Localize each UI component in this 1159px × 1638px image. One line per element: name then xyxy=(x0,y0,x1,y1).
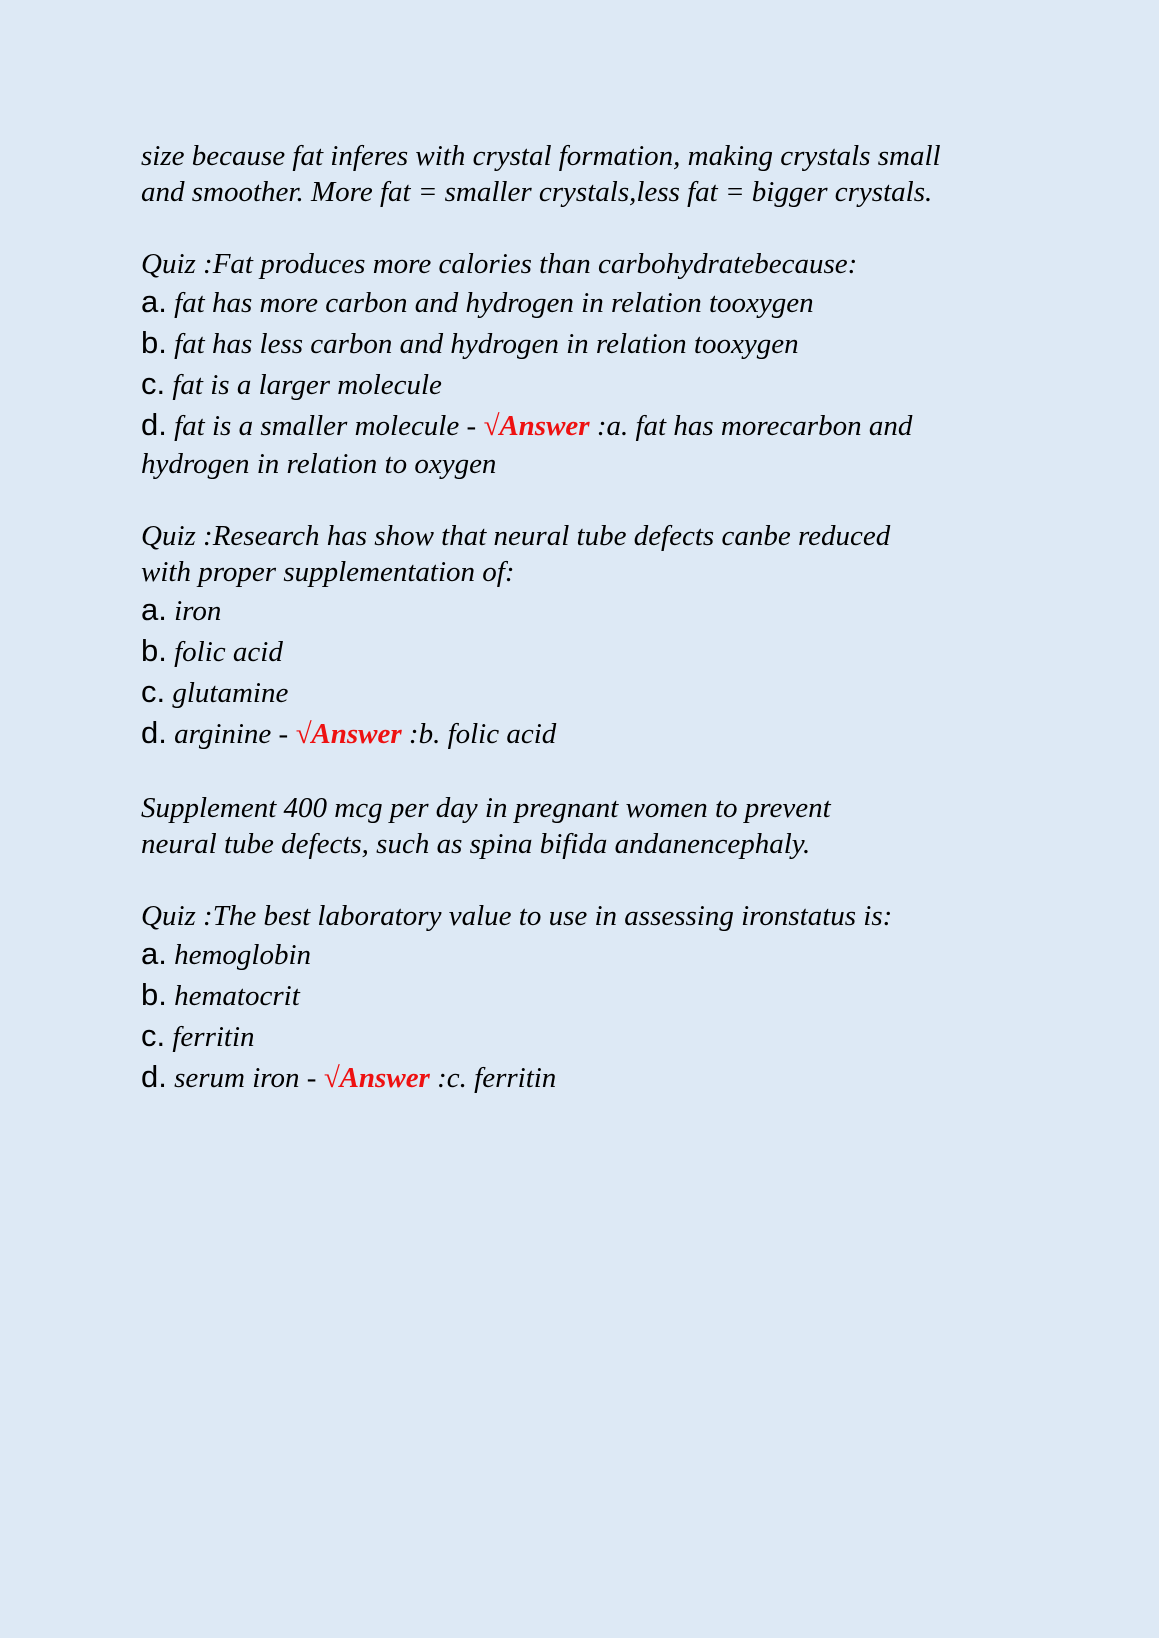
quiz-1-question: Quiz :Fat produces more calories than carbohydratebecause: xyxy=(141,248,858,280)
quiz-2-option-c xyxy=(141,672,1021,713)
answer-label: √Answer xyxy=(483,410,590,442)
quiz-3 xyxy=(141,898,1021,1098)
option-text: folic acid xyxy=(174,636,283,668)
option-text: ferritin xyxy=(172,1021,255,1053)
option-text: fat has less carbon and hydrogen in relation tooxygen xyxy=(174,328,799,360)
option-letter: b. xyxy=(141,633,167,668)
quiz-1-answer-continued: hydrogen in relation to oxygen xyxy=(141,448,497,480)
quiz-1-option-a xyxy=(141,282,1021,323)
quiz-3-option-c xyxy=(141,1016,1021,1057)
option-text: hemoglobin xyxy=(174,939,312,971)
quiz-2-option-d xyxy=(141,713,1021,754)
option-letter: b. xyxy=(141,977,167,1012)
answer-text: :b. folic acid xyxy=(401,718,557,750)
quiz-1-option-b xyxy=(141,323,1021,364)
quiz-3-option-a xyxy=(141,934,1021,975)
option-text: fat is a smaller molecule - xyxy=(174,410,484,442)
quiz-3-option-d xyxy=(141,1057,1021,1098)
option-letter: d. xyxy=(141,1059,167,1094)
quiz-3-option-b xyxy=(141,975,1021,1016)
option-text: serum iron - xyxy=(174,1062,324,1094)
option-text: fat has more carbon and hydrogen in relation tooxygen xyxy=(174,287,814,319)
answer-text: :a. fat has morecarbon and xyxy=(589,410,913,442)
intro-line-2: and smoother. More fat = smaller crystals,less fat = bigger crystals. xyxy=(141,176,933,208)
option-letter: c. xyxy=(141,1018,166,1053)
option-text: glutamine xyxy=(172,677,289,709)
intro-paragraph xyxy=(141,138,1021,210)
option-letter: d. xyxy=(141,407,167,442)
note-line-2: neural tube defects, such as spina bifida andanencephaly. xyxy=(141,828,811,860)
quiz-2-question-line-1: Quiz :Research has show that neural tube defects canbe reduced xyxy=(141,520,891,552)
option-text: hematocrit xyxy=(174,980,300,1012)
quiz-2-option-a xyxy=(141,590,1021,631)
answer-label: √Answer xyxy=(323,1062,430,1094)
quiz-1 xyxy=(141,246,1021,482)
note-line-1: Supplement 400 mcg per day in pregnant women to prevent xyxy=(141,792,831,824)
option-letter: c. xyxy=(141,366,166,401)
note-paragraph xyxy=(141,790,1021,862)
option-text: fat is a larger molecule xyxy=(172,369,442,401)
answer-label: √Answer xyxy=(295,718,402,750)
quiz-1-option-d xyxy=(141,405,1021,446)
answer-text: :c. ferritin xyxy=(429,1062,557,1094)
quiz-2-question-line-2: with proper supplementation of: xyxy=(141,556,515,588)
intro-line-1: size because fat inferes with crystal formation, making crystals small xyxy=(141,140,941,172)
option-text: arginine - xyxy=(174,718,296,750)
option-letter: a. xyxy=(141,284,167,319)
option-letter: d. xyxy=(141,715,167,750)
quiz-1-option-c xyxy=(141,364,1021,405)
quiz-3-question: Quiz :The best laboratory value to use in assessing ironstatus is: xyxy=(141,900,893,932)
option-letter: c. xyxy=(141,674,166,709)
option-letter: a. xyxy=(141,936,167,971)
quiz-2 xyxy=(141,518,1021,754)
option-letter: a. xyxy=(141,592,167,627)
option-letter: b. xyxy=(141,325,167,360)
document-page xyxy=(141,138,1021,1134)
quiz-2-option-b xyxy=(141,631,1021,672)
option-text: iron xyxy=(174,595,222,627)
